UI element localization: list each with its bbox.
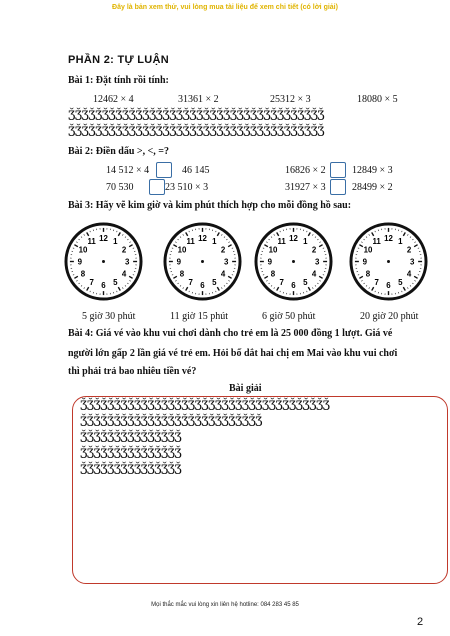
clock-center bbox=[387, 260, 390, 263]
clock-number: 7 bbox=[188, 277, 193, 287]
clock-number: 8 bbox=[365, 269, 371, 279]
footer-hotline: Mọi thắc mắc vui lòng xin liên hệ hotline: 084 283 45 85 bbox=[151, 602, 299, 608]
clock-number: 5 bbox=[212, 277, 217, 287]
clock-number: 7 bbox=[89, 277, 94, 287]
bai2-r1-right-2: 12849 × 3 bbox=[352, 165, 393, 176]
clock-face-2[interactable] bbox=[163, 222, 242, 301]
clock-number: 8 bbox=[179, 269, 185, 279]
clock-number: 10 bbox=[363, 245, 373, 255]
solution-line-5[interactable]: ǮǮǮǮǮǮǮǮǮǮǮǮǮǮǮ bbox=[80, 463, 182, 478]
clock-center bbox=[292, 260, 295, 263]
solution-line-3[interactable]: ǮǮǮǮǮǮǮǮǮǮǮǮǮǮǮ bbox=[80, 431, 182, 446]
bai3-title: Bài 3: Hãy vẽ kim giờ và kim phút thích hợp cho mỗi đồng hồ sau: bbox=[68, 200, 352, 211]
clock-number: 6 bbox=[291, 281, 296, 291]
solution-label: Bài giải bbox=[229, 383, 262, 394]
solution-line-2[interactable]: ǮǮǮǮǮǮǮǮǮǮǮǮǮǮǮǮǮǮǮǮǮǮǮǮǮǮǮ bbox=[80, 415, 262, 430]
clock-number: 1 bbox=[113, 236, 118, 246]
clock-number: 11 bbox=[277, 236, 286, 246]
clock-number: 4 bbox=[220, 269, 226, 279]
bai2-r2-compare-box-1[interactable] bbox=[149, 179, 165, 195]
clock-label-2: 11 giờ 15 phút bbox=[170, 311, 228, 322]
clock-number: 5 bbox=[303, 277, 308, 287]
bai2-r2-right: 23 510 × 3 bbox=[165, 182, 209, 193]
bai1-item-4: 18080 × 5 bbox=[357, 94, 398, 105]
clock-number: 6 bbox=[386, 281, 391, 291]
clock-number: 9 bbox=[77, 257, 82, 267]
bai1-item-2: 31361 × 2 bbox=[178, 94, 219, 105]
page-number: 2 bbox=[417, 616, 424, 628]
clock-number: 1 bbox=[303, 236, 308, 246]
clock-number: 11 bbox=[186, 236, 195, 246]
clock-number: 12 bbox=[289, 233, 298, 243]
clock-number: 4 bbox=[121, 269, 127, 279]
clock-number: 11 bbox=[87, 236, 96, 246]
clock-number: 4 bbox=[406, 269, 412, 279]
clock-number: 8 bbox=[80, 269, 86, 279]
clock-number: 6 bbox=[101, 281, 106, 291]
solution-line-4[interactable]: ǮǮǮǮǮǮǮǮǮǮǮǮǮǮǮ bbox=[80, 447, 182, 462]
bai2-r2-left-2: 31927 × 3 bbox=[285, 182, 326, 193]
clock-number: 12 bbox=[198, 233, 207, 243]
clock-number: 2 bbox=[406, 245, 412, 255]
clock-number: 5 bbox=[398, 277, 403, 287]
bai4-line-3: thì phải trả bao nhiêu tiền vé? bbox=[68, 366, 197, 377]
bai1-item-3: 25312 × 3 bbox=[270, 94, 311, 105]
bai1-item-1: 12462 × 4 bbox=[93, 94, 134, 105]
clock-label-1: 5 giờ 30 phút bbox=[82, 311, 136, 322]
bai2-r2-right-2: 28499 × 2 bbox=[352, 182, 393, 193]
section-title: PHẦN 2: TỰ LUẬN bbox=[68, 54, 170, 66]
clock-number: 9 bbox=[176, 257, 181, 267]
clock-number: 5 bbox=[113, 277, 118, 287]
preview-banner: Đây là bản xem thử, vui lòng mua tài liệu để xem chi tiết (có lời giải) bbox=[112, 4, 338, 11]
bai4-line-2: người lớn gấp 2 lần giá vé trẻ em. Hỏi bố dắt hai chị em Mai vào khu vui chơi bbox=[68, 348, 398, 359]
clock-number: 1 bbox=[398, 236, 403, 246]
clock-number: 9 bbox=[362, 257, 367, 267]
clock-label-3: 6 giờ 50 phút bbox=[262, 311, 316, 322]
clock-number: 10 bbox=[177, 245, 187, 255]
bai1-answer-line-1[interactable]: ǮǮǮǮǮǮǮǮǮǮǮǮǮǮǮǮǮǮǮǮǮǮǮǮǮǮǮǮǮǮǮǮǮǮǮǮǮǮ bbox=[68, 109, 325, 124]
clock-number: 11 bbox=[372, 236, 381, 246]
clock-number: 3 bbox=[224, 257, 229, 267]
clock-number: 12 bbox=[99, 233, 108, 243]
clock-face-1[interactable] bbox=[64, 222, 143, 301]
bai2-title: Bài 2: Điền dấu >, <, =? bbox=[68, 146, 169, 157]
clock-number: 9 bbox=[267, 257, 272, 267]
bai2-r1-compare-box-1[interactable] bbox=[156, 162, 172, 178]
bai4-line-1: Bài 4: Giá vé vào khu vui chơi dành cho trẻ em là 25 000 đồng 1 lượt. Giá vé bbox=[68, 328, 393, 339]
clock-number: 3 bbox=[125, 257, 130, 267]
clock-center bbox=[201, 260, 204, 263]
solution-line-1[interactable]: ǮǮǮǮǮǮǮǮǮǮǮǮǮǮǮǮǮǮǮǮǮǮǮǮǮǮǮǮǮǮǮǮǮǮǮǮǮ bbox=[80, 399, 330, 414]
clock-number: 12 bbox=[384, 233, 393, 243]
clock-number: 7 bbox=[279, 277, 284, 287]
clock-label-4: 20 giờ 20 phút bbox=[360, 311, 419, 322]
bai1-answer-line-2[interactable]: ǮǮǮǮǮǮǮǮǮǮǮǮǮǮǮǮǮǮǮǮǮǮǮǮǮǮǮǮǮǮǮǮǮǮǮǮǮǮ bbox=[68, 125, 325, 140]
clock-number: 8 bbox=[270, 269, 276, 279]
clock-number: 2 bbox=[220, 245, 226, 255]
bai2-r1-right: 46 145 bbox=[182, 165, 210, 176]
clock-face-4[interactable] bbox=[349, 222, 428, 301]
clock-face-3[interactable] bbox=[254, 222, 333, 301]
bai2-r1-left: 14 512 × 4 bbox=[106, 165, 150, 176]
bai2-r2-compare-box-2[interactable] bbox=[330, 179, 346, 195]
clock-number: 7 bbox=[374, 277, 379, 287]
bai1-title: Bài 1: Đặt tính rồi tính: bbox=[68, 75, 169, 86]
bai2-r1-left-2: 16826 × 2 bbox=[285, 165, 326, 176]
clock-number: 1 bbox=[212, 236, 217, 246]
bai2-r1-compare-box-2[interactable] bbox=[330, 162, 346, 178]
clock-number: 3 bbox=[410, 257, 415, 267]
clock-center bbox=[102, 260, 105, 263]
clock-number: 2 bbox=[311, 245, 317, 255]
clock-number: 2 bbox=[121, 245, 127, 255]
clock-number: 6 bbox=[200, 281, 205, 291]
clock-number: 10 bbox=[268, 245, 278, 255]
clock-number: 10 bbox=[78, 245, 88, 255]
clock-number: 4 bbox=[311, 269, 317, 279]
bai2-r2-left: 70 530 bbox=[106, 182, 134, 193]
clock-number: 3 bbox=[315, 257, 320, 267]
